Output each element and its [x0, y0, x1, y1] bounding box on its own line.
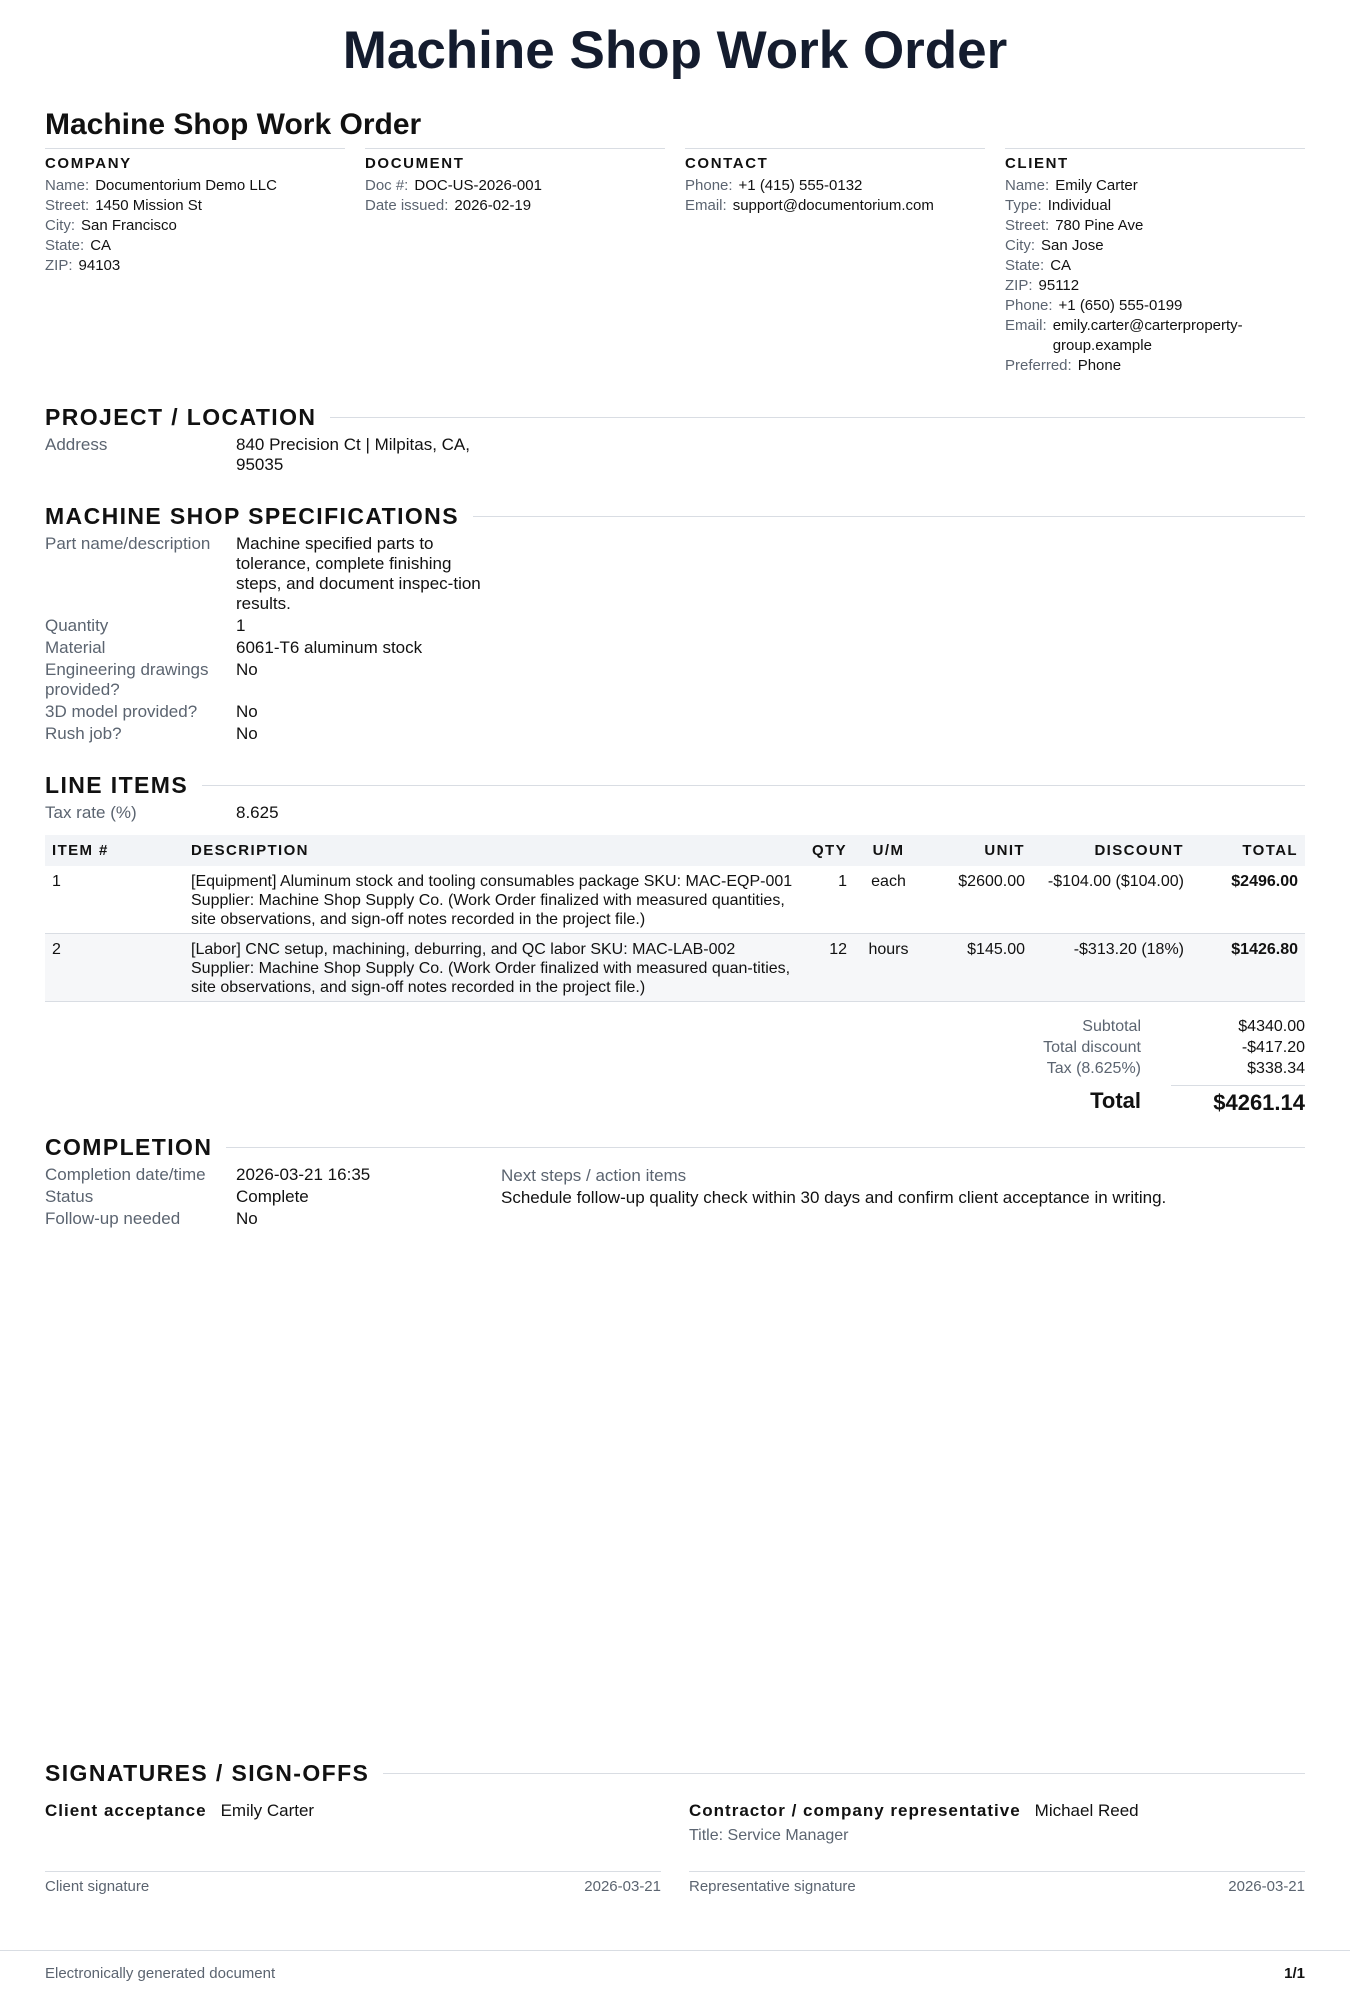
table-row [45, 934, 1305, 1002]
client-signer-name: Emily Carter [220, 1801, 315, 1820]
client-signer-title [45, 1827, 661, 1847]
cell-item: 1 [45, 866, 184, 934]
rep-signature-label: Representative signature [689, 1878, 856, 1895]
cell-description: [Equipment] Aluminum stock and tooling consumables package SKU: MAC-EQP-001 Supplier: Machine Shop Supply Co. (Work Order finalized with measured quantities, site observations, and sign-off notes recorded in the project file.) [184, 866, 800, 934]
contact-block [685, 148, 985, 376]
company-street: Street: 1450 Mission St [45, 197, 202, 214]
specs-section-header [45, 503, 1305, 530]
table-header-row [45, 835, 1305, 866]
col-item-number: ITEM # [45, 835, 184, 866]
signatures-section-header [45, 1760, 1305, 1787]
project-heading: PROJECT / LOCATION [45, 404, 317, 430]
section-divider [473, 516, 1305, 517]
company-heading: COMPANY [45, 155, 132, 172]
signature-columns [45, 1801, 1305, 1895]
footer-note: Electronically generated document [45, 1965, 276, 1982]
tax-rate-field [45, 803, 1305, 823]
client-state: State: CA [1005, 257, 1072, 274]
next-steps [501, 1165, 1305, 1231]
doc-number: Doc #: DOC-US-2026-001 [365, 177, 542, 194]
client-signature-label: Client signature [45, 1878, 150, 1895]
col-total: TOTAL [1191, 835, 1305, 866]
spec-3d-model: 3D model provided? No [45, 702, 258, 721]
cell-um: each [854, 866, 923, 934]
client-preferred: Preferred: Phone [1005, 357, 1122, 374]
page-footer [0, 1950, 1350, 1982]
col-qty: QTY [800, 835, 854, 866]
client-phone: Phone: +1 (650) 555-0199 [1005, 297, 1183, 314]
spec-rush-job: Rush job? No [45, 724, 258, 743]
tax-row: Tax (8.625%) $338.34 [1046, 1060, 1305, 1077]
completion-follow-up: Follow-up needed No [45, 1209, 258, 1228]
section-divider [383, 1773, 1305, 1774]
specs-heading: MACHINE SHOP SPECIFICATIONS [45, 503, 459, 529]
next-steps-text: Schedule follow-up quality check within 30 days and confirm client acceptance in writing. [501, 1188, 1167, 1207]
client-name: Name: Emily Carter [1005, 177, 1138, 194]
subtotal-row: Subtotal $4340.00 [1082, 1018, 1305, 1035]
line-items-section-header [45, 772, 1305, 799]
section-divider [330, 417, 1305, 418]
line-items-table [45, 835, 1305, 1002]
cell-total: $2496.00 [1191, 866, 1305, 934]
page-title: Machine Shop Work Order [342, 21, 1008, 80]
company-zip: ZIP: 94103 [45, 257, 121, 274]
cell-unit: $145.00 [923, 934, 1032, 1002]
completion-datetime: Completion date/time 2026-03-21 16:35 [45, 1165, 371, 1184]
project-fields [45, 435, 1305, 475]
cell-total: $1426.80 [1191, 934, 1305, 1002]
cell-item: 2 [45, 934, 184, 1002]
cell-um: hours [854, 934, 923, 1002]
total-discount-row: Total discount -$417.20 [1043, 1039, 1305, 1056]
signatures-section [45, 1760, 1305, 1895]
client-email: Email: emily.carter@carterproperty-group.example [1005, 317, 1243, 354]
cell-unit: $2600.00 [923, 866, 1032, 934]
cell-qty: 12 [800, 934, 854, 1002]
rep-signature-line [689, 1871, 1305, 1895]
rep-signer-name: Michael Reed [1034, 1801, 1139, 1820]
document-block [365, 148, 665, 376]
cell-qty: 1 [800, 866, 854, 934]
client-type: Type: Individual [1005, 197, 1112, 214]
completion-fields [45, 1165, 501, 1231]
project-section-header [45, 404, 1305, 431]
col-unit: UNIT [923, 835, 1032, 866]
document-body [45, 104, 1305, 1231]
contact-heading: CONTACT [685, 155, 769, 172]
totals-block [45, 1016, 1305, 1116]
line-items-heading: LINE ITEMS [45, 772, 189, 798]
spec-material: Material 6061-T6 aluminum stock [45, 638, 423, 657]
client-heading: CLIENT [1005, 155, 1069, 172]
company-name: Name: Documentorium Demo LLC [45, 177, 277, 194]
cell-description: [Labor] CNC setup, machining, deburring, and QC labor SKU: MAC-LAB-002 Supplier: Machine Shop Supply Co. (Work Order finalized with measured quan-tities, site observations, and sign-off notes recorded in the project file.) [184, 934, 800, 1002]
client-signature-line [45, 1871, 661, 1895]
section-divider [226, 1147, 1305, 1148]
client-signature-date: 2026-03-21 [584, 1878, 661, 1895]
document-heading: DOCUMENT [365, 155, 465, 172]
doc-date-issued: Date issued: 2026-02-19 [365, 197, 532, 214]
client-signature-block [45, 1801, 661, 1895]
client-street: Street: 780 Pine Ave [1005, 217, 1144, 234]
spec-drawings: Engineering drawings provided? No [45, 660, 258, 699]
tax-rate-row: Tax rate (%) 8.625 [45, 803, 279, 822]
project-address: Address 840 Precision Ct | Milpitas, CA, 95035 [45, 435, 470, 474]
page-number: 1/1 [1284, 1965, 1305, 1982]
header-info [45, 148, 1305, 376]
rep-signature-date: 2026-03-21 [1228, 1878, 1305, 1895]
completion-block [45, 1165, 1305, 1231]
rep-signature-block [689, 1801, 1305, 1895]
section-divider [202, 785, 1305, 786]
contact-email: Email: support@documentorium.com [685, 197, 934, 214]
signatures-heading: SIGNATURES / SIGN-OFFS [45, 1760, 370, 1786]
rep-role-label: Contractor / company representative [689, 1801, 1021, 1820]
client-city: City: San Jose [1005, 237, 1104, 254]
company-city: City: San Francisco [45, 217, 177, 234]
cell-discount: -$104.00 ($104.00) [1032, 866, 1191, 934]
client-zip: ZIP: 95112 [1005, 277, 1080, 294]
contact-phone: Phone: +1 (415) 555-0132 [685, 177, 863, 194]
table-row [45, 866, 1305, 934]
client-acceptance-label: Client acceptance [45, 1801, 207, 1820]
completion-status: Status Complete [45, 1187, 309, 1206]
company-state: State: CA [45, 237, 112, 254]
grand-total-row: Total $4261.14 [941, 1085, 1305, 1116]
col-description: DESCRIPTION [184, 835, 800, 866]
spec-quantity: Quantity 1 [45, 616, 246, 635]
col-discount: DISCOUNT [1032, 835, 1191, 866]
document-title: Machine Shop Work Order [45, 108, 422, 141]
company-block [45, 148, 345, 376]
specs-fields [45, 534, 1305, 744]
col-um: U/M [854, 835, 923, 866]
client-block [1005, 148, 1305, 376]
spec-part-description: Part name/description Machine specified parts to tolerance, complete finishing steps, and document inspec-tion results. [45, 534, 481, 613]
next-steps-label: Next steps / action items [501, 1166, 687, 1185]
rep-signer-title: Title: Service Manager [689, 1827, 849, 1844]
completion-section-header [45, 1134, 1305, 1161]
cell-discount: -$313.20 (18%) [1032, 934, 1191, 1002]
completion-heading: COMPLETION [45, 1134, 213, 1160]
